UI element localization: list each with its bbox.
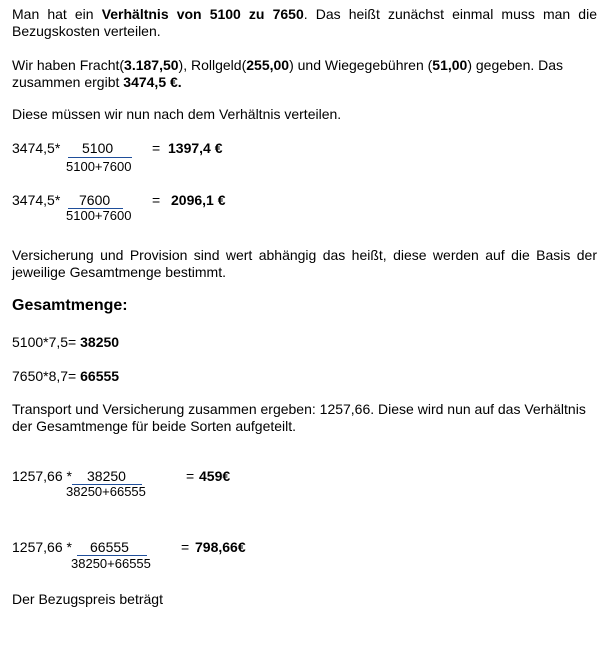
formula-prefix: 3474,5* [12, 140, 61, 156]
calc-line-1 [12, 334, 119, 351]
distribute-paragraph: Diese müssen wir nun nach dem Verhältnis verteilen. [12, 106, 342, 122]
text: ) und Wiegegebühren ( [289, 57, 433, 73]
formula-numerator: 38250 [87, 468, 126, 484]
ratio-text: Verhältnis von 5100 zu 7650 [101, 6, 304, 22]
formula-numerator: 66555 [90, 539, 129, 555]
purchase-price-paragraph: Der Bezugspreis beträgt [12, 591, 163, 607]
formula-denominator: 5100+7600 [66, 208, 132, 223]
formula-equals: = [186, 468, 195, 484]
calc-line-2 [12, 368, 119, 385]
intro-paragraph [12, 6, 597, 40]
transport-paragraph: Transport und Versicherung zusammen ergeben: 1257,66. Diese wird nun auf das Verhältnis der Gesamtmenge für beide Sorten aufgeteilt. [12, 401, 586, 434]
formula-prefix: 1257,66 * [12, 539, 72, 555]
formula-numerator: 7600 [79, 192, 111, 208]
weighing-fee-value: 51,00 [432, 57, 468, 73]
formula-denominator: 38250+66555 [66, 484, 146, 499]
total-costs-value: 3474,5 €. [123, 74, 182, 90]
text: ), Rollgeld( [178, 57, 247, 73]
costs-paragraph [12, 57, 597, 91]
formula-denominator: 5100+7600 [66, 159, 132, 174]
formula-prefix: 3474,5* [12, 192, 61, 208]
cartage-value: 255,00 [246, 57, 290, 73]
formula-equals: = [181, 539, 190, 555]
formula-result: 459€ [199, 468, 231, 484]
section-heading: Gesamtmenge: [12, 297, 128, 314]
formula-equals: = [152, 140, 161, 156]
formula-result: 798,66€ [195, 539, 246, 555]
formula-denominator: 38250+66555 [71, 556, 151, 571]
formula-prefix: 1257,66 * [12, 468, 72, 484]
calc-result: 38250 [80, 334, 120, 350]
text: . Das heißt zunächst einmal muss man die Bezugskosten verteilen. [12, 6, 597, 39]
text: ) gegeben. Das zusammen ergibt [12, 57, 564, 90]
formula-result: 2096,1 € [171, 192, 226, 208]
formula-numerator: 5100 [82, 140, 114, 156]
text: Man hat ein [12, 6, 102, 22]
calc-expression: 5100*7,5= [12, 334, 81, 350]
calc-result: 66555 [80, 368, 120, 384]
freight-value: 3.187,50 [124, 57, 179, 73]
text: Wir haben Fracht( [12, 57, 125, 73]
formula-equals: = [152, 192, 161, 208]
calc-expression: 7650*8,7= [12, 368, 81, 384]
formula-result: 1397,4 € [168, 140, 223, 156]
insurance-paragraph: Versicherung und Provision sind wert abhängig das heißt, diese werden auf die Basis der jeweilige Gesamtmenge bestimmt. [12, 247, 597, 280]
